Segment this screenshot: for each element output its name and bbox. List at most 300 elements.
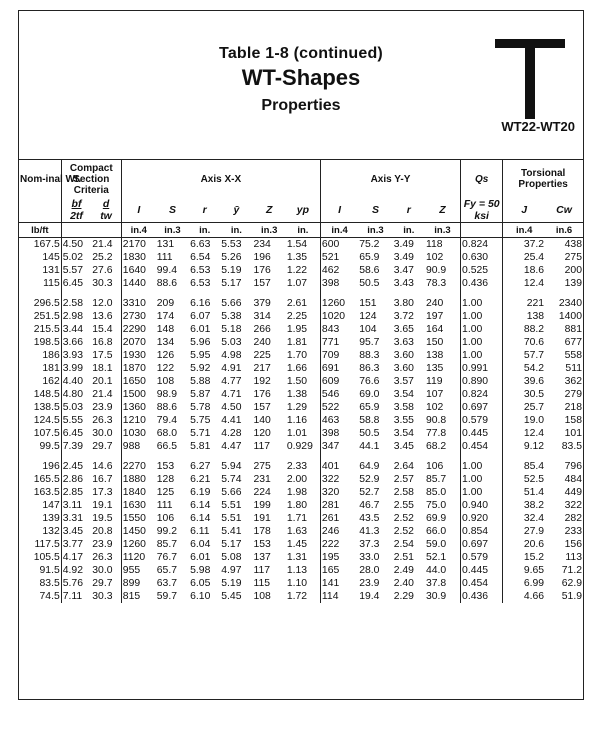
- table-cell: 3.60: [393, 350, 414, 361]
- table-cell: 20.1: [92, 376, 113, 387]
- table-cell: 5.76: [61, 577, 91, 590]
- table-cell: 4.41: [221, 415, 242, 426]
- table-cell: 15.2: [503, 551, 545, 564]
- table-cell: 281: [320, 499, 358, 512]
- table-cell: 33.0: [359, 552, 380, 563]
- table-cell: 5.41: [221, 526, 242, 537]
- table-cell: 218: [564, 402, 582, 413]
- table-cell: 151: [359, 298, 377, 309]
- table-cell: 4.97: [221, 565, 242, 576]
- table-cell: 134: [156, 337, 175, 348]
- table-cell: 41.3: [359, 526, 380, 537]
- table-cell: 135: [425, 363, 444, 374]
- table-cell: 261: [320, 512, 358, 525]
- table-cell: 2.33: [286, 461, 308, 472]
- table-cell: 0.454: [461, 577, 503, 590]
- unit-cw: in.6: [545, 223, 583, 238]
- table-cell: 2340: [558, 298, 582, 309]
- table-cell: 99.4: [156, 265, 177, 276]
- properties-table: [19, 159, 583, 603]
- table-cell: 1.38: [286, 389, 308, 400]
- shape-range-label: WT22-WT20: [501, 119, 575, 134]
- table-cell: 69.9: [425, 513, 447, 524]
- table-cell: 5.74: [221, 474, 242, 485]
- table-cell: 2.98: [61, 310, 91, 323]
- table-body: [19, 238, 583, 604]
- table-cell: 2070: [121, 336, 155, 349]
- table-cell: 246: [320, 525, 358, 538]
- table-cell: 322: [320, 473, 358, 486]
- table-cell: 13.6: [92, 311, 113, 322]
- unit-blank-3: [461, 223, 503, 238]
- table-cell: 5.26: [221, 252, 242, 263]
- table-row: [19, 414, 583, 427]
- table-cell: 85.7: [425, 474, 447, 485]
- group-gap: [19, 290, 583, 297]
- table-cell: 58.6: [359, 265, 380, 276]
- table-cell: 102: [425, 402, 444, 413]
- table-cell: 2.45: [61, 460, 91, 473]
- table-cell: 5.02: [61, 251, 91, 264]
- table-cell: 438: [564, 239, 582, 250]
- table-cell: 3310: [121, 297, 155, 310]
- table-cell: 27.9: [503, 525, 545, 538]
- table-cell: 122: [156, 363, 175, 374]
- table-cell: 3.31: [61, 512, 91, 525]
- table-cell: 153: [156, 461, 175, 472]
- table-cell: 5.88: [190, 376, 211, 387]
- table-cell: 398: [320, 427, 358, 440]
- table-cell: 19.4: [359, 591, 380, 602]
- col-qs: Qs: [461, 160, 503, 199]
- table-cell: 164: [425, 324, 444, 335]
- table-cell: 5.92: [190, 363, 211, 374]
- table-cell: 0.445: [461, 564, 503, 577]
- table-cell: 379: [253, 298, 271, 309]
- table-cell: 52.9: [359, 474, 380, 485]
- table-cell: 266: [253, 324, 271, 335]
- table-cell: 275: [564, 252, 582, 263]
- table-cell: 3.54: [393, 428, 414, 439]
- table-cell: 62.9: [561, 578, 582, 589]
- table-cell: 1.45: [286, 539, 308, 550]
- unit-yp: in.: [286, 223, 321, 238]
- table-cell: 3.49: [393, 252, 414, 263]
- table-row: [19, 401, 583, 414]
- table-cell: 95.7: [359, 337, 380, 348]
- table-cell: 463: [320, 414, 358, 427]
- table-cell: 1630: [121, 499, 155, 512]
- table-cell: 3.47: [393, 265, 414, 276]
- table-cell: 3.72: [393, 311, 414, 322]
- sym-zx: Z: [265, 204, 273, 216]
- table-cell: 25.7: [503, 401, 545, 414]
- table-cell: 6.45: [61, 277, 91, 290]
- table-cell: 1.31: [286, 552, 308, 563]
- table-cell: 131: [42, 265, 60, 276]
- table-cell: 76.6: [359, 376, 380, 387]
- sym-fy: Fy = 50 ksi: [461, 198, 503, 223]
- table-cell: 521: [320, 251, 358, 264]
- table-cell: 128: [156, 474, 175, 485]
- table-cell: 25.4: [503, 251, 545, 264]
- table-cell: 191: [253, 513, 271, 524]
- unit-sx: in.3: [156, 223, 189, 238]
- table-cell: 44.1: [359, 441, 380, 452]
- table-cell: 3.57: [393, 376, 414, 387]
- table-cell: 141: [320, 577, 358, 590]
- table-cell: 2.64: [393, 461, 414, 472]
- table-cell: 347: [320, 440, 358, 453]
- table-cell: 2.86: [61, 473, 91, 486]
- table-cell: 52.7: [359, 487, 380, 498]
- table-cell: 51.4: [503, 486, 545, 499]
- table-cell: 119: [425, 376, 443, 387]
- table-cell: 0.579: [461, 414, 503, 427]
- table-cell: 215.5: [33, 324, 60, 335]
- table-cell: 484: [564, 474, 582, 485]
- table-cell: 75.0: [425, 500, 447, 511]
- table-cell: 192: [253, 376, 271, 387]
- table-cell: 106: [425, 461, 444, 472]
- table-cell: 21.4: [92, 239, 113, 250]
- table-row: [19, 349, 583, 362]
- table-cell: 148.5: [33, 389, 60, 400]
- table-cell: 20.6: [503, 538, 545, 551]
- table-cell: 6.14: [190, 500, 211, 511]
- table-cell: 1.00: [461, 310, 503, 323]
- table-cell: 1.50: [286, 376, 308, 387]
- table-cell: 3.60: [393, 363, 414, 374]
- table-cell: 131: [156, 239, 175, 250]
- table-cell: 1.10: [286, 578, 308, 589]
- table-cell: 6.04: [190, 539, 211, 550]
- table-cell: 3.63: [393, 337, 414, 348]
- table-cell: 37.3: [359, 539, 380, 550]
- table-header: [19, 11, 583, 159]
- table-cell: 234: [253, 239, 271, 250]
- table-cell: 138.5: [33, 402, 60, 413]
- table-cell: 26.3: [92, 415, 113, 426]
- table-cell: 511: [565, 363, 582, 374]
- table-cell: 65.9: [359, 252, 380, 263]
- group-gap: [19, 453, 583, 460]
- table-cell: 558: [564, 350, 582, 361]
- table-cell: 1400: [558, 311, 582, 322]
- table-cell: 3.65: [393, 324, 414, 335]
- table-cell: 46.7: [359, 500, 380, 511]
- table-cell: 138: [503, 310, 545, 323]
- table-cell: 17.5: [92, 350, 113, 361]
- table-row: [19, 427, 583, 440]
- table-cell: 19.0: [503, 414, 545, 427]
- table-subtitle: Properties: [261, 97, 341, 114]
- sym-yp: yp: [296, 204, 310, 216]
- table-cell: 105.5: [33, 552, 60, 563]
- table-cell: 815: [121, 590, 155, 603]
- table-cell: 43.5: [359, 513, 380, 524]
- table-cell: 138: [425, 350, 444, 361]
- table-cell: 5.03: [61, 401, 91, 414]
- table-cell: 91.5: [39, 565, 60, 576]
- table-cell: 6.53: [190, 278, 211, 289]
- table-cell: 98.9: [156, 389, 177, 400]
- table-cell: 6.07: [190, 311, 211, 322]
- table-row: [19, 577, 583, 590]
- table-cell: 221: [503, 297, 545, 310]
- col-torsional: Torsional Properties: [503, 160, 583, 199]
- table-cell: 16.7: [92, 474, 113, 485]
- table-cell: 101: [564, 428, 582, 439]
- table-cell: 5.38: [221, 311, 242, 322]
- table-cell: 1.80: [286, 500, 308, 511]
- table-cell: 115: [43, 278, 60, 289]
- table-cell: 7.39: [61, 440, 91, 453]
- table-cell: 12.0: [92, 298, 113, 309]
- table-cell: 66.0: [425, 526, 447, 537]
- table-row: [19, 538, 583, 551]
- table-cell: 6.21: [190, 474, 211, 485]
- sym-d-tw: d tw: [100, 198, 112, 222]
- table-cell: 1.95: [286, 324, 308, 335]
- table-cell: 106: [156, 513, 175, 524]
- table-cell: 1260: [121, 538, 155, 551]
- table-cell: 150: [425, 337, 444, 348]
- table-cell: 401: [320, 460, 358, 473]
- table-cell: 2.85: [61, 486, 91, 499]
- table-cell: 163.5: [33, 487, 60, 498]
- table-cell: 117: [253, 565, 271, 576]
- table-cell: 88.6: [156, 402, 177, 413]
- table-cell: 18.6: [503, 264, 545, 277]
- table-cell: 126: [156, 350, 175, 361]
- table-cell: 2.51: [393, 552, 414, 563]
- table-cell: 4.66: [503, 590, 545, 603]
- table-cell: 178: [253, 526, 271, 537]
- sym-ybar: ȳ: [233, 204, 240, 216]
- table-cell: 17.3: [92, 487, 113, 498]
- table-cell: 5.19: [221, 265, 242, 276]
- sym-iy: I: [320, 198, 358, 223]
- table-cell: 117: [253, 441, 271, 452]
- table-cell: 174: [156, 311, 175, 322]
- table-cell: 0.525: [461, 264, 503, 277]
- table-cell: 18.1: [92, 363, 113, 374]
- table-cell: 600: [320, 238, 358, 252]
- table-cell: 104: [359, 324, 377, 335]
- table-cell: 546: [320, 388, 358, 401]
- table-cell: 176: [253, 389, 271, 400]
- table-cell: 2.00: [286, 474, 308, 485]
- sym-j: J: [503, 198, 545, 223]
- table-cell: 70.6: [503, 336, 545, 349]
- table-cell: 5.96: [190, 337, 211, 348]
- table-cell: 1840: [121, 486, 155, 499]
- table-cell: 1450: [121, 525, 155, 538]
- table-cell: 1550: [121, 512, 155, 525]
- table-cell: 1.66: [286, 363, 308, 374]
- table-cell: 12.4: [503, 277, 545, 290]
- table-cell: 157: [253, 402, 271, 413]
- table-cell: 102: [425, 252, 444, 263]
- table-cell: 3.80: [393, 298, 414, 309]
- unit-zy: in.3: [425, 223, 461, 238]
- table-cell: 5.19: [221, 578, 242, 589]
- table-cell: 54.2: [503, 362, 545, 375]
- table-cell: 27.6: [92, 265, 113, 276]
- unit-zx: in.3: [253, 223, 286, 238]
- table-cell: 38.2: [503, 499, 545, 512]
- table-cell: 196: [253, 252, 271, 263]
- table-cell: 5.81: [190, 441, 211, 452]
- sym-sx: S: [168, 204, 176, 216]
- table-cell: 0.436: [461, 590, 503, 603]
- table-cell: 5.03: [221, 337, 242, 348]
- table-row: [19, 564, 583, 577]
- table-cell: 0.890: [461, 375, 503, 388]
- table-row: [19, 388, 583, 401]
- table-cell: 85.7: [156, 539, 177, 550]
- table-row: [19, 440, 583, 453]
- table-cell: 200: [564, 265, 582, 276]
- table-cell: 63.7: [156, 578, 177, 589]
- table-cell: 6.14: [190, 513, 211, 524]
- table-row: [19, 512, 583, 525]
- table-cell: 37.8: [425, 578, 447, 589]
- table-cell: 3.93: [61, 349, 91, 362]
- table-cell: 148: [156, 324, 175, 335]
- table-cell: 7.11: [61, 590, 91, 603]
- table-cell: 0.436: [461, 277, 503, 290]
- table-cell: 197: [425, 311, 444, 322]
- table-row: [19, 551, 583, 564]
- table-cell: 1640: [121, 264, 155, 277]
- table-row: [19, 590, 583, 603]
- table-cell: 1.16: [286, 415, 308, 426]
- unit-ybar: in.: [220, 223, 252, 238]
- table-cell: 44.0: [425, 565, 447, 576]
- table-cell: 3.11: [61, 499, 91, 512]
- sym-zy: Z: [439, 204, 446, 216]
- table-cell: 1.98: [286, 487, 308, 498]
- table-cell: 899: [121, 577, 155, 590]
- table-cell: 4.40: [61, 375, 91, 388]
- table-cell: 771: [320, 336, 358, 349]
- table-cell: 3.54: [393, 389, 414, 400]
- table-row: [19, 525, 583, 538]
- table-cell: 4.92: [61, 564, 91, 577]
- table-cell: 124: [359, 311, 377, 322]
- table-cell: 1440: [121, 277, 155, 290]
- table-cell: 1360: [121, 401, 155, 414]
- unit-rx: in.: [189, 223, 220, 238]
- table-cell: 9.65: [503, 564, 545, 577]
- table-cell: 1.63: [286, 526, 308, 537]
- table-cell: 5.57: [61, 264, 91, 277]
- table-cell: 6.99: [503, 577, 545, 590]
- table-cell: 5.78: [190, 402, 211, 413]
- table-cell: 66.5: [156, 441, 177, 452]
- table-row: [19, 297, 583, 310]
- sym-cw: Cw: [556, 204, 572, 216]
- table-cell: 29.7: [92, 578, 113, 589]
- table-cell: 2.29: [393, 591, 414, 602]
- table-cell: 2.52: [393, 513, 414, 524]
- col-axis-x: Axis X-X: [121, 160, 320, 199]
- table-cell: 71.2: [561, 565, 582, 576]
- col-compact-section: Compact Section Criteria: [61, 160, 121, 199]
- table-cell: 30.0: [92, 428, 113, 439]
- table-cell: 90.9: [425, 265, 447, 276]
- table-cell: 32.4: [503, 512, 545, 525]
- table-cell: 26.3: [92, 552, 113, 563]
- unit-blank-2: [91, 223, 121, 238]
- table-cell: 691: [320, 362, 358, 375]
- unit-iy: in.4: [320, 223, 358, 238]
- table-cell: 68.0: [156, 428, 177, 439]
- table-cell: 199: [253, 500, 271, 511]
- table-cell: 59.0: [425, 539, 447, 550]
- table-cell: 117.5: [34, 539, 60, 550]
- table-cell: 2.40: [393, 578, 414, 589]
- table-cell: 2.52: [393, 526, 414, 537]
- table-cell: 0.697: [461, 401, 503, 414]
- table-cell: 196: [42, 461, 60, 472]
- table-cell: 2.54: [393, 539, 414, 550]
- table-cell: 4.47: [221, 441, 242, 452]
- table-cell: 843: [320, 323, 358, 336]
- table-cell: 240: [425, 298, 444, 309]
- table-cell: 14.6: [92, 461, 113, 472]
- table-cell: 12.4: [503, 427, 545, 440]
- table-cell: 5.98: [190, 565, 211, 576]
- table-cell: 1030: [121, 427, 155, 440]
- table-cell: 5.87: [190, 389, 211, 400]
- table-cell: 6.05: [190, 578, 211, 589]
- wt-shape-icon: [495, 39, 565, 119]
- table-cell: 209: [156, 298, 175, 309]
- table-row: [19, 362, 583, 375]
- table-cell: 6.10: [190, 591, 211, 602]
- table-cell: 6.45: [61, 427, 91, 440]
- table-cell: 88.2: [503, 323, 545, 336]
- table-cell: 65.9: [359, 402, 380, 413]
- table-title: WT-Shapes: [241, 65, 361, 90]
- unit-lbft: lb/ft: [19, 223, 61, 238]
- table-cell: 3.43: [393, 278, 414, 289]
- table-cell: 1.00: [461, 460, 503, 473]
- table-row: [19, 473, 583, 486]
- table-cell: 5.45: [221, 591, 242, 602]
- table-cell: 282: [564, 513, 582, 524]
- table-cell: 30.3: [92, 278, 113, 289]
- table-cell: 30.9: [425, 591, 447, 602]
- table-cell: 1.00: [461, 297, 503, 310]
- table-cell: 1870: [121, 362, 155, 375]
- table-row: [19, 486, 583, 499]
- table-cell: 108: [156, 376, 175, 387]
- table-cell: 23.9: [92, 539, 113, 550]
- table-row: [19, 310, 583, 323]
- table-cell: 2.57: [393, 474, 414, 485]
- table-cell: 139: [42, 513, 60, 524]
- table-cell: 1.72: [286, 591, 308, 602]
- table-cell: 75.2: [359, 239, 380, 250]
- table-cell: 5.17: [221, 278, 242, 289]
- table-cell: 6.01: [190, 552, 211, 563]
- table-cell: 6.11: [190, 526, 210, 537]
- table-cell: 217: [253, 363, 271, 374]
